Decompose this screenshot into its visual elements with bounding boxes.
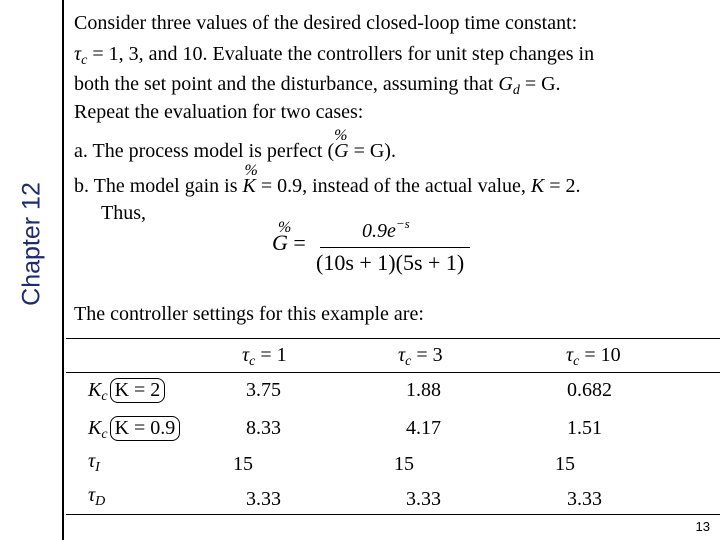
case-b-text-prefix: The model gain is xyxy=(93,175,243,197)
equation-numerator: $0.9e^{-s}$ xyxy=(362,216,410,242)
intro-line-3-suffix: = G. xyxy=(519,73,561,95)
row-label-kc-k2: $K_c$ K = 2 xyxy=(88,378,165,405)
intro-line-2 xyxy=(74,42,594,70)
tau-values: = 1, 3, and 10 xyxy=(92,43,203,65)
g-tilde-symbol: G % xyxy=(334,127,349,162)
case-b-text-mid: = 0.9, instead of the actual value, xyxy=(255,175,531,197)
model-equation xyxy=(272,216,482,280)
cell-r4-c2: 3.33 xyxy=(406,488,441,510)
fraction-bar xyxy=(320,247,470,248)
cell-r2-c2: 4.17 xyxy=(406,417,441,439)
case-b-label: b. xyxy=(74,175,89,197)
intro-line-3-prefix: both the set point and the disturbance, assuming that xyxy=(74,73,499,95)
cell-r2-c1: 8.33 xyxy=(246,417,281,439)
cell-r1-c1: 3.75 xyxy=(246,379,281,401)
equation-lhs: G % = xyxy=(272,219,306,255)
settings-caption: The controller settings for this example are: xyxy=(74,303,424,325)
cell-r1-c2: 1.88 xyxy=(406,379,441,401)
sidebar xyxy=(0,0,62,540)
k-tilde-symbol: K % xyxy=(242,162,258,197)
table-bottom-rule xyxy=(66,514,720,515)
table-top-rule xyxy=(66,338,720,339)
case-b-k: K xyxy=(530,175,545,197)
intro-line-2-rest: . Evaluate the controllers for unit step changes in xyxy=(202,43,595,65)
row-label-kc-k09: $K_c$ K = 0.9 xyxy=(88,416,180,443)
table-header-rule xyxy=(66,372,720,373)
cell-r4-c3: 3.33 xyxy=(567,488,602,510)
cell-r3-c2: 15 xyxy=(394,453,414,475)
col-header-1: $\tau_c = 1$ xyxy=(242,344,287,369)
chapter-label: Chapter 12 xyxy=(17,182,46,306)
case-a xyxy=(74,127,396,163)
case-b xyxy=(74,162,581,198)
thus-text: Thus, xyxy=(101,202,146,224)
col-header-3: $\tau_c = 10$ xyxy=(566,344,621,369)
tau-symbol: $\tau_c$ xyxy=(74,43,88,68)
gd-symbol: G xyxy=(498,73,513,95)
cell-r3-c1: 15 xyxy=(233,453,253,475)
intro-line-1: Consider three values of the desired closed-loop time constant: xyxy=(74,12,578,34)
cell-r1-c3: 0.682 xyxy=(567,379,612,401)
cell-r3-c3: 15 xyxy=(555,453,575,475)
cell-r4-c1: 3.33 xyxy=(246,488,281,510)
cell-r2-c3: 1.51 xyxy=(567,417,602,439)
case-b-text-suffix: = 2. xyxy=(544,175,581,197)
page-number: 13 xyxy=(695,519,710,534)
case-a-text-suffix: = G). xyxy=(348,140,396,162)
case-a-text-prefix: The process model is perfect ( xyxy=(92,140,335,162)
case-a-label: a. xyxy=(74,140,88,162)
col-header-2: $\tau_c = 3$ xyxy=(398,344,443,369)
intro-line-4: Repeat the evaluation for two cases: xyxy=(74,101,364,123)
intro-line-3 xyxy=(74,72,561,100)
equation-denominator: (10s + 1)(5s + 1) xyxy=(316,250,465,275)
row-label-tau-i: $\tau_I$ xyxy=(88,450,100,475)
row-label-tau-d: $\tau_D$ xyxy=(88,484,106,509)
sidebar-divider xyxy=(62,0,64,540)
gd-subscript: d xyxy=(512,83,520,98)
